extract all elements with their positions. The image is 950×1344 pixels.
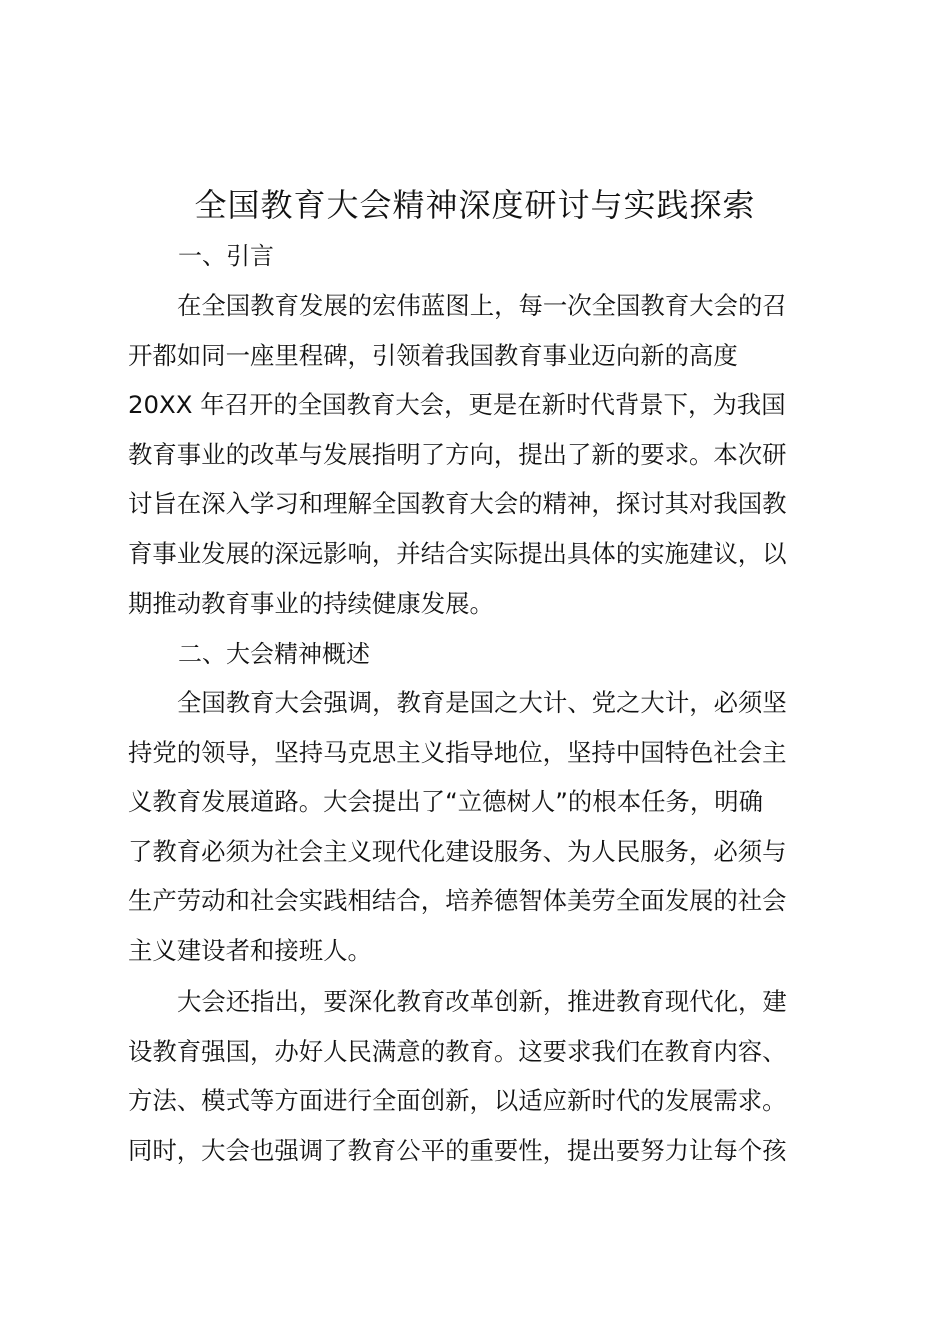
paragraph-overview-1 [128, 678, 832, 976]
paragraph-line: 生产劳动和社会实践相结合，培养德智体美劳全面发展的社会 [128, 886, 787, 916]
paragraph-line: 期推动教育事业的持续健康发展。 [128, 588, 494, 618]
paragraph-line: 20XX 年召开的全国教育大会，更是在新时代背景下，为我国 [128, 390, 786, 420]
paragraph-line: 开都如同一座里程碑，引领着我国教育事业迈向新的高度 [128, 340, 738, 370]
document-title: 全国教育大会精神深度研讨与实践探索 [194, 186, 756, 224]
paragraph-overview-2 [128, 977, 832, 1175]
paragraph-line: 在全国教育发展的宏伟蓝图上，每一次全国教育大会的召 [177, 291, 787, 320]
paragraph-line: 全国教育大会强调，教育是国之大计、党之大计，必须坚 [177, 688, 787, 717]
paragraph-line: 讨旨在深入学习和理解全国教育大会的精神，探讨其对我国教 [128, 489, 787, 519]
paragraph-line: 育事业发展的深远影响，并结合实际提出具体的实施建议，以 [128, 538, 787, 568]
paragraph-line: 持党的领导，坚持马克思主义指导地位，坚持中国特色社会主 [128, 737, 787, 767]
paragraph-line: 教育事业的改革与发展指明了方向，提出了新的要求。本次研 [128, 439, 787, 469]
paragraph-line: 了教育必须为社会主义现代化建设服务、为人民服务，必须与 [128, 836, 787, 866]
paragraph-line: 大会还指出，要深化教育改革创新，推进教育现代化，建 [177, 987, 787, 1016]
paragraph-introduction [128, 281, 832, 628]
paragraph-line: 方法、模式等方面进行全面创新，以适应新时代的发展需求。 [128, 1086, 787, 1116]
paragraph-line: 同时，大会也强调了教育公平的重要性，提出要努力让每个孩 [128, 1135, 787, 1165]
section-heading-introduction: 一、引言 [178, 242, 274, 270]
paragraph-line: 义教育发展道路。大会提出了“立德树人”的根本任务，明确 [128, 787, 764, 817]
section-heading-overview: 二、大会精神概述 [178, 640, 370, 668]
paragraph-line: 设教育强国，办好人民满意的教育。这要求我们在教育内容、 [128, 1036, 787, 1066]
paragraph-line: 主义建设者和接班人。 [128, 935, 372, 965]
